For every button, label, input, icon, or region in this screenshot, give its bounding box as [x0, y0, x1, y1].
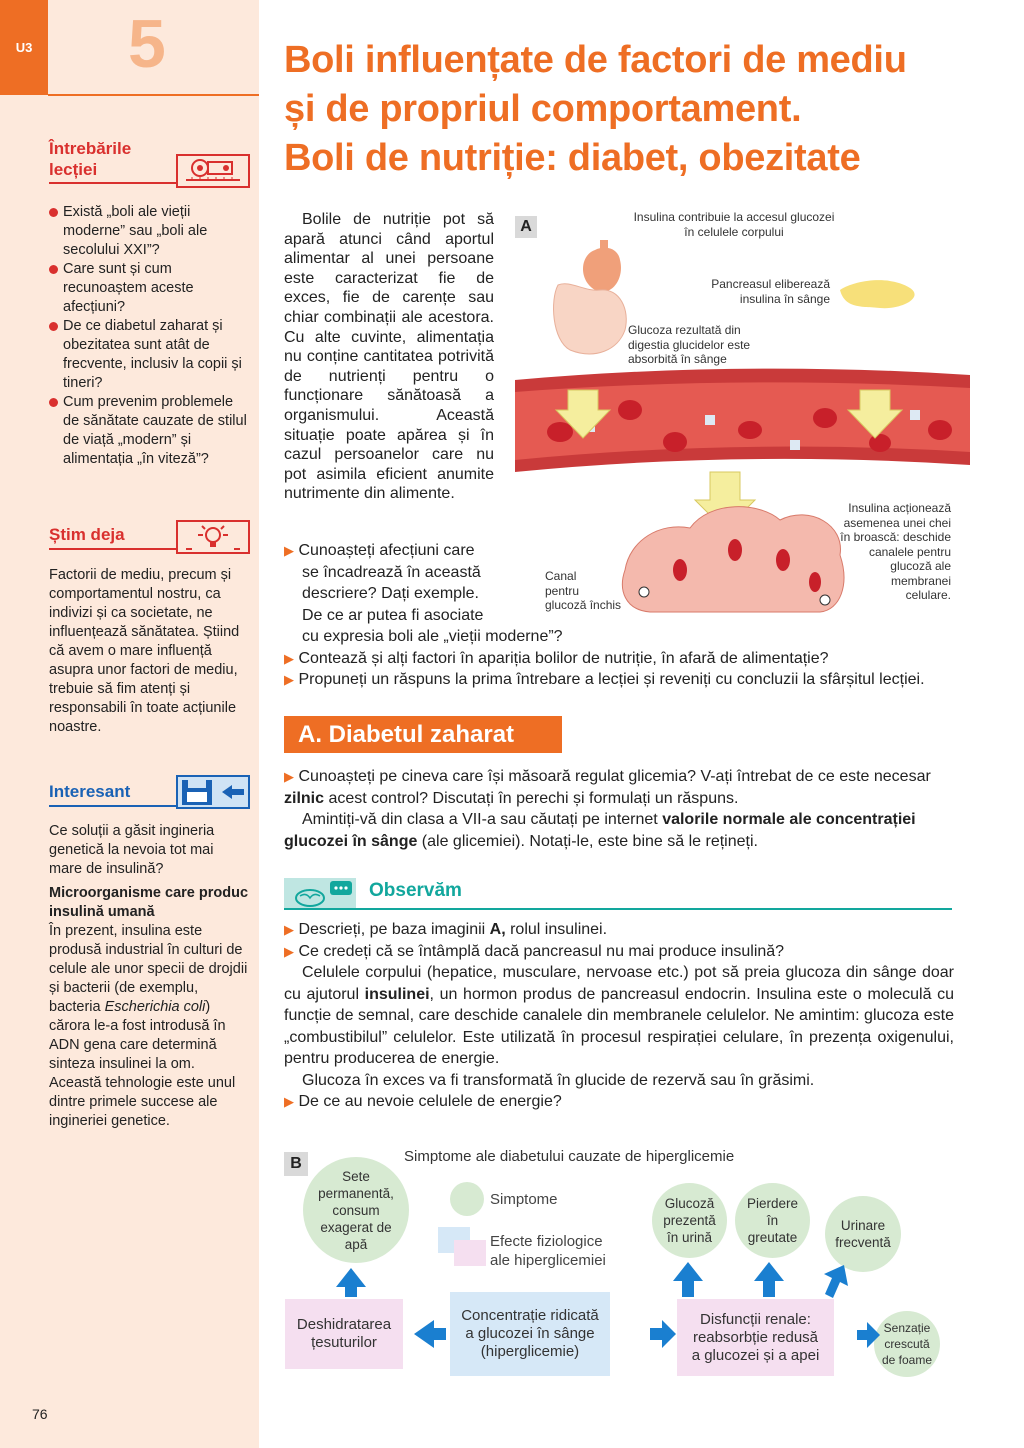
section-a-text: ▶ Cunoașteți pe cineva care își măsoară regulat glicemia? V-ați întrebat de ce este necesar zilnic acest control? Discutați în perechi și formulați un răspuns. Amintiți-vă din clasa a VII-a sau căutați pe internet valorile normale ale concentrației glucozei în sânge (ale glicemiei). Notați-le, este bine să le rețineți.: [284, 768, 931, 850]
symptom-urination: Urinare frecventă: [825, 1196, 901, 1272]
interesting-question: Ce soluții a găsit ingineria genetică la nevoia tot mai mare de insulină?: [49, 823, 215, 877]
questions-heading: Întrebările lecției: [49, 139, 132, 179]
glucose-label: Glucoza rezultată din digestia glucidelor este absorbită în sânge: [628, 323, 751, 366]
arrow-up-weight: [754, 1262, 784, 1297]
floppy-disk-icon: [176, 775, 250, 809]
list-item: De ce diabetul zaharat și obezitatea sunt atât de frecvente, inclusiv la copii și tineri?: [49, 317, 249, 393]
list-item: Cum prevenim problemele de sănătate cauzate de stilul de viață „modern” și alimentația „în viteză”?: [49, 393, 249, 469]
observe-text: ▶ Descrieți, pe baza imaginii A, rolul insulinei. ▶ Ce credeți că se întâmplă dacă pancreasul nu mai produce insulină? Celulele corpului (hepatice, musculare, nervoase etc.) pot să preia glucoza din sânge doar cu ajutorul insulinei, un hormon produs de pancreasul endocrin. Insulina este o moleculă cu funcție de semnal, care deschide canalele din membranele celulelor. Ne amintim: glucoza este „combustibilul” celulelor. Este utilizată în procesul respirației celulare, în prezența oxigenului, pentru producerea de energie. Glucoza în exces va fi transformată în glucide de rezervă sau în grăsimi. ▶ De ce au nevoie celulele de energie?: [284, 921, 955, 1110]
lesson-number: 5: [128, 6, 166, 82]
symptom-thirst: Sete permanentă, consum exagerat de apă: [303, 1157, 409, 1263]
list-item: Există „boli ale vieții moderne” sau „boli ale secolului XXI”?: [49, 203, 249, 260]
tape-measure-icon: [176, 154, 250, 188]
intro-questions: cu expresia boli ale „vieții moderne”? ▶ Contează și alți factori în apariția bolilor de nutriție, în afară de alimentație? ▶ Propuneți un răspuns la prima întrebare a lecției și reveniți cu concluzii la sfârșitul lecției.: [284, 628, 925, 688]
list-item: Care sunt și cum recunoaștem aceste afecțiuni?: [49, 260, 249, 317]
lightbulb-icon: [176, 520, 250, 554]
pancreas: [840, 280, 915, 308]
legend-effects: Efecte fiziologice ale hiperglicemiei: [490, 1233, 606, 1269]
symptom-hunger: Senzație crescută de foame: [874, 1311, 940, 1377]
observe-underline: [284, 908, 952, 910]
figure-b-title: Simptome ale diabetului cauzate de hiperglicemie: [404, 1148, 735, 1165]
insulin-key-label: Insulina acționează asemenea unei chei în broască: deschide canalele pentru glucoză ale membranei celulare.: [840, 501, 951, 602]
know-text: Factorii de mediu, precum și comportamentul nostru, ca indivizi și ca societate, ne influențează sănătatea. Știind că avem o mare influență asupra unor factori de mediu, trebuie să fim atenți și responsabili în toate acțiunile noastre.: [49, 567, 240, 735]
flow-arrows: [284, 1150, 954, 1390]
interesting-text: [49, 822, 249, 1131]
sidebar-divider: [48, 94, 259, 96]
arrow-up-thirst: [336, 1268, 366, 1297]
lesson-questions: [49, 203, 249, 469]
intro-question-1: ▶ Cunoașteți afecțiuni care se încadrează în această descriere? Dați exemple. De ce ar putea fi asociate: [284, 542, 484, 624]
brain-chat-icon: [284, 878, 356, 909]
symptom-weight-loss: Pierdere în greutate: [735, 1183, 810, 1258]
pancreas-label: Pancreasul eliberează insulina în sânge: [711, 277, 830, 306]
arrow-right-hunger: [857, 1322, 880, 1348]
figure-a-label: A: [515, 216, 537, 238]
effect-renal: Disfuncții renale: reabsorbție redusă a glucozei și a apei: [677, 1299, 834, 1376]
channel-label: Canal pentru glucoză închis: [545, 569, 622, 612]
arrow-right-renal: [650, 1320, 676, 1348]
interesting-conclusion: Această tehnologie este unul dintre primele succese ale ingineriei genetice.: [49, 1075, 236, 1129]
arrow-up-urination: [824, 1265, 848, 1298]
unit-tab: U3: [0, 0, 48, 95]
figure-a-title: Insulina contribuie la accesul glucozei în celulele corpului: [633, 210, 835, 239]
interesting-heading: Interesant: [49, 782, 131, 801]
interesting-subtitle: Microorganisme care produc insulină umană: [49, 885, 249, 920]
arrow-up-glucosuria: [673, 1262, 703, 1297]
interesting-paragraph: În prezent, insulina este produsă industrial în culturi de celule ale unor specii de drojdii și bacterii (de exemplu, bacteria Escherichia coli) cărora le-a fost introdusă în ADN gena care determină sinteza insulinei la om.: [49, 923, 248, 1072]
intro-paragraph: Bolile de nutriție pot să apară atunci când aportul alimentar al unei persoane este caracterizat fie de exces, fie de carențe sau chiar combinații ale acestora. Cu alte cuvinte, alimentația nu conține cantitatea potrivită de nutrienți pentru o funcționare sănătoasă a organismului. Această situație poate apărea și în cazul persoanelor care nu pot asimila eficient anumite nutrimente din alimente.: [284, 211, 494, 503]
legend-symptoms: Simptome: [490, 1191, 558, 1208]
know-heading: Știm deja: [49, 525, 125, 544]
symptom-glucosuria: Glucoză prezentă în urină: [652, 1183, 727, 1258]
arrow-left-dehydration: [414, 1320, 446, 1348]
section-title-diabetes: A. Diabetul zaharat: [284, 716, 562, 753]
stomach: [583, 248, 621, 292]
intestine: [554, 284, 627, 354]
observe-heading: Observăm: [369, 880, 462, 901]
effect-dehydration: Deshidratarea țesuturilor: [285, 1299, 403, 1369]
page-number: 76: [32, 1406, 48, 1422]
figure-b-label: B: [284, 1152, 308, 1176]
cause-hyperglycemia: Concentrație ridicată a glucozei în sânge (hiperglicemie): [450, 1292, 610, 1376]
page-title: Boli influențate de factori de mediu și de propriul comportament. Boli de nutriție: diabet, obezitate: [284, 39, 907, 179]
